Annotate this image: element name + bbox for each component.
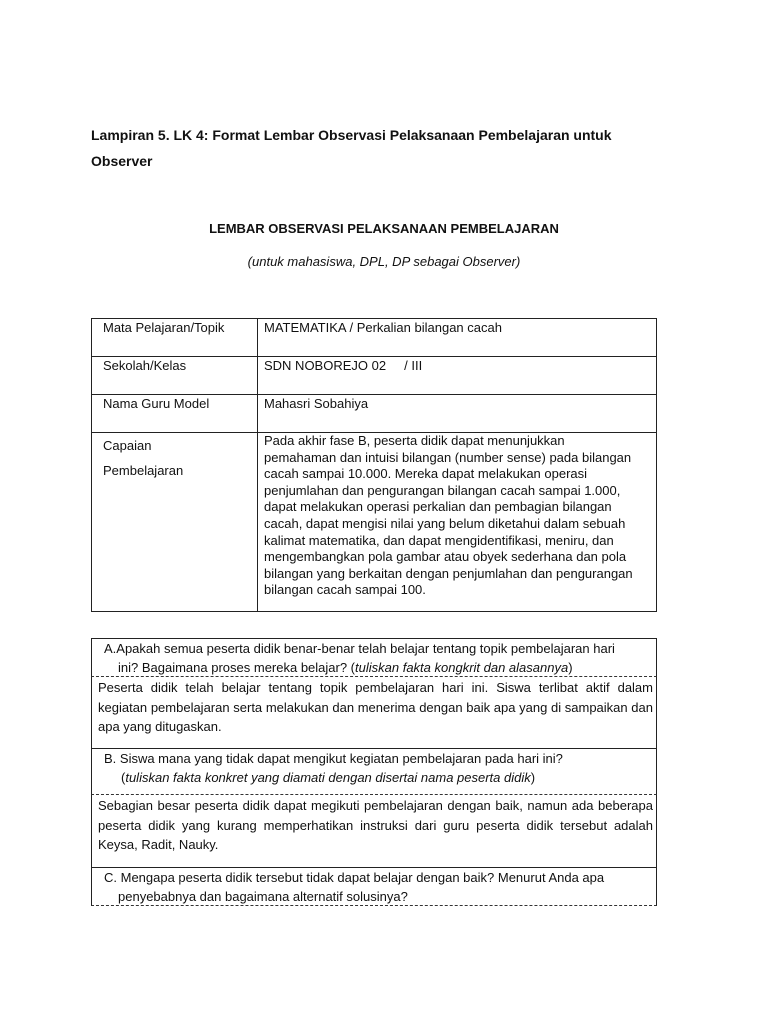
capaian-label-line-2: Pembelajaran: [103, 463, 184, 478]
question-a-line-1: A.Apakah semua peserta didik benar-benar telah belajar tentang topik pembelajaran hari: [104, 641, 615, 656]
guru-value: Mahasri Sobahiya: [258, 395, 657, 433]
sekolah-value: SDN NOBOREJO 02 / III: [258, 357, 657, 395]
info-row-mapel: [92, 319, 657, 357]
question-c: [91, 867, 657, 906]
capaian-line: bilangan cacah sampai 100.: [264, 582, 426, 598]
mapel-label: Mata Pelajaran/Topik: [92, 319, 258, 357]
question-b-close: ): [530, 770, 536, 785]
question-a: [91, 638, 657, 677]
question-c-line-1: C. Mengapa peserta didik tersebut tidak dapat belajar dengan baik? Menurut Anda apa: [104, 870, 605, 885]
form-title: LEMBAR OBSERVASI PELAKSANAAN PEMBELAJARAN: [209, 221, 559, 236]
capaian-line: cacah, dapat mengisi nilai yang belum diketahui dalam sebuah: [264, 515, 626, 531]
observation-section: [91, 638, 657, 906]
answer-b: Sebagian besar peserta didik dapat megikuti pembelajaran dengan baik, namun ada beberapa peserta didik yang kurang memperhatikan instruksi dari guru peserta didik tersebut adalah Keysa, Radit, Nauky.: [91, 795, 657, 867]
question-c-line-2: penyebabnya dan bagaimana alternatif solusinya?: [118, 889, 408, 904]
question-b: [91, 748, 657, 795]
info-row-guru: [92, 395, 657, 433]
mapel-value: MATEMATIKA / Perkalian bilangan cacah: [258, 319, 657, 357]
heading-line-2: Observer: [91, 153, 153, 169]
capaian-line: kalimat matematika, dan dapat mengidentifikasi, meniru, dan: [264, 532, 614, 548]
capaian-line: cacah sampai 10.000. Mereka dapat melakukan operasi: [264, 466, 588, 482]
info-row-capaian: [92, 433, 657, 612]
capaian-label: [92, 433, 258, 612]
guru-label: Nama Guru Model: [92, 395, 258, 433]
question-b-hint: tuliskan fakta konkret yang diamati dengan disertai nama peserta didik: [125, 770, 531, 785]
capaian-line: dapat melakukan operasi perkalian dan pembagian bilangan: [264, 499, 612, 515]
heading-line-1: Lampiran 5. LK 4: Format Lembar Observasi Pelaksanaan Pembelajaran untuk: [91, 127, 612, 143]
answer-a: Peserta didik telah belajar tentang topik pembelajaran hari ini. Siswa terlibat aktif dalam kegiatan pembelajaran serta melakukan dan menerima dengan baik apa yang di sampaikan dan apa yang ditugaskan.: [91, 677, 657, 748]
info-row-sekolah: [92, 357, 657, 395]
form-subtitle: (untuk mahasiswa, DPL, DP sebagai Observer): [247, 254, 521, 269]
capaian-line: pemahaman dan intuisi bilangan (number sense) pada bilangan: [264, 449, 632, 465]
document-heading: [91, 122, 691, 174]
capaian-line: penjumlahan dan pengurangan bilangan cacah sampai 1.000,: [264, 482, 621, 498]
question-a-text: ini? Bagaimana proses mereka belajar? (: [118, 660, 356, 675]
question-a-close: ): [568, 660, 573, 675]
sekolah-label: Sekolah/Kelas: [92, 357, 258, 395]
question-b-line-2: [104, 768, 644, 787]
capaian-line: bilangan yang berkaitan dengan penjumlahan dan pengurangan: [264, 565, 633, 581]
question-b-open: (: [121, 770, 126, 785]
capaian-line: mengembangkan pola gambar atau obyek sederhana dan pola: [264, 549, 627, 565]
capaian-line: Pada akhir fase B, peserta didik dapat menunjukkan: [264, 433, 565, 448]
capaian-value: [258, 433, 657, 612]
question-a-hint: tuliskan fakta kongkrit dan alasannya: [355, 660, 569, 675]
capaian-label-line-1: Capaian: [103, 438, 152, 453]
info-table: [91, 318, 657, 612]
question-a-line-2: [104, 658, 644, 677]
question-b-line-1: B. Siswa mana yang tidak dapat mengikut kegiatan pembelajaran pada hari ini?: [104, 751, 563, 766]
